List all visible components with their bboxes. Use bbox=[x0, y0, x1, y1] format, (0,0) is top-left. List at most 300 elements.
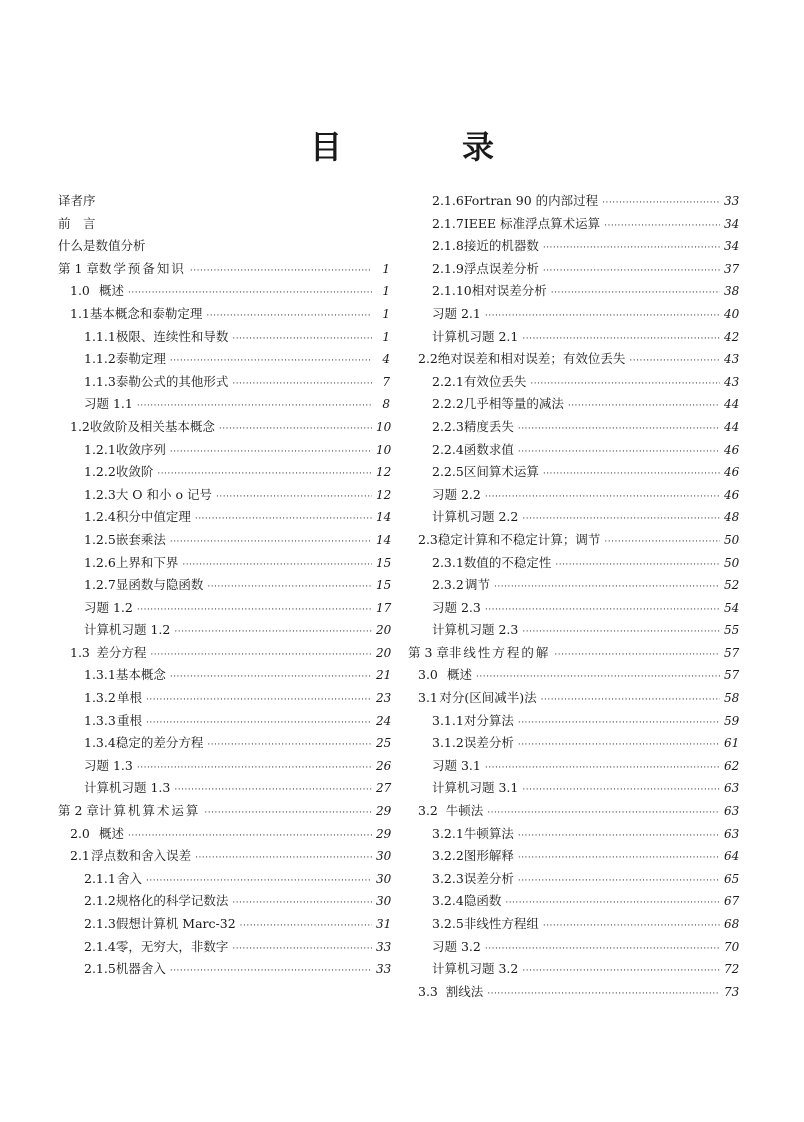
toc-entry-page: 38 bbox=[724, 284, 740, 299]
toc-entry-title: 图形解释 bbox=[463, 848, 514, 864]
toc-entry-page: 42 bbox=[724, 329, 740, 344]
dot-leader bbox=[150, 644, 372, 667]
toc-entry-page: 30 bbox=[376, 849, 392, 864]
toc-entry bbox=[408, 777, 738, 800]
dot-leader bbox=[207, 734, 372, 757]
toc-entry-number: 3.1 bbox=[418, 690, 438, 706]
dot-leader bbox=[522, 960, 720, 983]
toc-entry-number: 3.2.5 bbox=[432, 916, 464, 931]
toc-entry-page: 62 bbox=[724, 758, 740, 773]
toc-entry-page: 34 bbox=[724, 239, 740, 254]
toc-entry-title: 习题 1.1 bbox=[84, 396, 133, 412]
toc-entry-page: 33 bbox=[724, 194, 740, 208]
toc-entry-page: 26 bbox=[376, 758, 392, 773]
toc-entry bbox=[58, 664, 390, 687]
toc-entry-page: 48 bbox=[724, 510, 740, 525]
dot-leader bbox=[530, 373, 720, 396]
dot-leader bbox=[485, 599, 720, 622]
toc-entry-number: 3.0 bbox=[418, 667, 438, 683]
toc-entry-page: 54 bbox=[724, 600, 740, 615]
toc-entry bbox=[58, 280, 390, 303]
toc-entry-page: 57 bbox=[724, 645, 740, 660]
toc-entry-title: 调节 bbox=[465, 577, 491, 593]
toc-entry bbox=[408, 213, 738, 236]
toc-entry bbox=[58, 710, 390, 733]
dot-leader bbox=[232, 328, 372, 351]
dot-leader bbox=[487, 802, 720, 825]
toc-entry bbox=[408, 868, 738, 891]
toc-entry-title: 对分算法 bbox=[463, 712, 514, 728]
toc-entry-title: 习题 3.1 bbox=[432, 757, 481, 773]
toc-entry-title: 基本概念和泰勒定理 bbox=[89, 305, 203, 321]
dot-leader bbox=[518, 734, 720, 757]
toc-entry-page: 33 bbox=[376, 962, 392, 977]
toc-entry-title: 稳定的差分方程 bbox=[115, 735, 204, 751]
toc-entry-number: 3.2.1 bbox=[432, 825, 464, 841]
toc-entry bbox=[408, 280, 738, 303]
toc-entry-number: 1.3.3 bbox=[84, 712, 116, 728]
toc-entry-title: 相对误差分析 bbox=[471, 283, 547, 299]
toc-entry-page: 31 bbox=[376, 917, 392, 931]
toc-entry-number: 1.2.6 bbox=[84, 554, 116, 570]
toc-entry bbox=[58, 393, 390, 416]
toc-entry bbox=[58, 913, 390, 936]
toc-entry-title: 计算机习题 2.2 bbox=[432, 509, 519, 525]
dot-leader bbox=[541, 689, 720, 712]
toc-entry bbox=[58, 484, 390, 507]
toc-entry-title: 计算机习题 1.3 bbox=[84, 780, 171, 796]
toc-entry bbox=[408, 823, 738, 846]
toc-entry bbox=[58, 461, 390, 484]
toc-entry bbox=[58, 868, 390, 891]
toc-entry-number: 2.1.9 bbox=[432, 260, 464, 276]
toc-entry-page: 65 bbox=[724, 871, 740, 886]
dot-leader bbox=[170, 531, 372, 554]
toc-entry-page: 1 bbox=[382, 261, 390, 276]
toc-entry-number: 2.3 bbox=[418, 531, 438, 547]
toc-entry bbox=[58, 506, 390, 529]
dot-leader bbox=[232, 892, 372, 915]
toc-entry-page: 59 bbox=[724, 713, 740, 728]
dot-leader bbox=[518, 441, 720, 464]
dot-leader bbox=[206, 305, 372, 328]
dot-leader bbox=[543, 237, 720, 260]
toc-entry-number: 2.1.2 bbox=[84, 893, 116, 909]
toc-entry-title: 重根 bbox=[117, 712, 143, 728]
toc-entry-title: Fortran 90 的内部过程 bbox=[463, 193, 599, 208]
toc-entry-number: 2.1.5 bbox=[84, 961, 116, 977]
toc-entry-title: 有效位丢失 bbox=[463, 373, 527, 389]
toc-entry-title: 误差分析 bbox=[463, 735, 514, 751]
dot-leader bbox=[170, 350, 372, 373]
toc-entry-page: 4 bbox=[382, 352, 390, 367]
toc-entry-page: 44 bbox=[724, 419, 740, 434]
toc-entry-title: 割线法 bbox=[445, 983, 484, 999]
toc-entry-title: 计算机习题 2.3 bbox=[432, 622, 519, 638]
toc-entry bbox=[58, 619, 390, 642]
toc-entry-page: 12 bbox=[376, 465, 392, 480]
toc-entry-page: 46 bbox=[724, 442, 740, 457]
toc-entry bbox=[408, 800, 738, 823]
toc-entry bbox=[408, 461, 738, 484]
toc-entry-number: 1.2.7 bbox=[84, 577, 116, 593]
toc-entry-title: 机器舍入 bbox=[115, 961, 166, 977]
toc-entry-number: 1.1.2 bbox=[84, 351, 116, 367]
dot-leader bbox=[522, 328, 720, 351]
toc-entry-page: 33 bbox=[376, 939, 392, 954]
toc-entry-title: 精度丢失 bbox=[463, 418, 514, 434]
toc-entry-title: 嵌套乘法 bbox=[115, 531, 166, 547]
toc-entry bbox=[408, 416, 738, 439]
toc-entry bbox=[408, 258, 738, 281]
toc-entry-title: 绝对误差和相对误差；有效位丢失 bbox=[437, 351, 626, 367]
toc-entry-title: 非线性方程的解 bbox=[448, 644, 551, 660]
toc-entry-page: 25 bbox=[376, 736, 392, 751]
toc-entry bbox=[408, 597, 738, 620]
toc-entry bbox=[408, 845, 738, 868]
toc-entry-title: 译者序 bbox=[58, 193, 96, 208]
toc-entry-title: 习题 2.3 bbox=[432, 599, 481, 615]
toc-chapter-entry bbox=[408, 642, 738, 665]
dot-leader bbox=[195, 847, 372, 870]
toc-entry-title: 误差分析 bbox=[463, 870, 514, 886]
toc-entry-title: 极限、连续性和导数 bbox=[115, 328, 229, 344]
toc-entry bbox=[58, 371, 390, 394]
toc-entry-number: 第 2 章 bbox=[58, 803, 99, 819]
toc-entry bbox=[58, 687, 390, 710]
toc-entry-number: 1.2.3 bbox=[84, 486, 116, 502]
toc-entry-page: 7 bbox=[382, 374, 390, 389]
toc-entry-number: 3.2.4 bbox=[432, 893, 464, 909]
toc-entry-number: 2.2 bbox=[418, 351, 438, 367]
dot-leader bbox=[485, 757, 720, 780]
dot-leader bbox=[494, 576, 720, 599]
toc-entry bbox=[58, 213, 390, 236]
toc-entry-page: 8 bbox=[382, 397, 390, 412]
dot-leader bbox=[190, 260, 372, 283]
toc-entry-page: 68 bbox=[724, 917, 740, 931]
toc-entry-page: 21 bbox=[376, 668, 392, 683]
dot-leader bbox=[146, 712, 372, 735]
toc-entry bbox=[58, 552, 390, 575]
toc-entry bbox=[408, 371, 738, 394]
toc-entry bbox=[408, 484, 738, 507]
toc-entry-title: 前 言 bbox=[58, 215, 96, 231]
toc-entry-page: 63 bbox=[724, 781, 740, 796]
toc-entry-title: 牛顿法 bbox=[445, 803, 484, 819]
dot-leader bbox=[554, 644, 720, 667]
dot-leader bbox=[518, 847, 720, 870]
dot-leader bbox=[137, 599, 372, 622]
dot-leader bbox=[505, 892, 720, 915]
toc-entry-title: 习题 2.2 bbox=[432, 486, 481, 502]
toc-entry-page: 30 bbox=[376, 894, 392, 909]
toc-entry bbox=[58, 303, 390, 326]
dot-leader bbox=[604, 215, 720, 238]
toc-entry-title: 计算机习题 3.2 bbox=[432, 961, 519, 977]
toc-entry-number: 第 1 章 bbox=[58, 260, 99, 276]
dot-leader bbox=[543, 260, 720, 283]
toc-entry-page: 20 bbox=[376, 645, 392, 660]
toc-entry-page: 40 bbox=[724, 306, 740, 321]
toc-entry bbox=[58, 326, 390, 349]
toc-entry-page: 46 bbox=[724, 465, 740, 480]
dot-leader bbox=[485, 938, 720, 961]
toc-entry bbox=[408, 190, 738, 213]
toc-entry-number: 2.1.1 bbox=[84, 870, 116, 886]
toc-chapter-entry bbox=[58, 258, 390, 281]
toc-entry-page: 63 bbox=[724, 826, 740, 841]
toc-entry bbox=[408, 552, 738, 575]
dot-leader bbox=[157, 463, 372, 486]
toc-entry bbox=[408, 574, 738, 597]
toc-entry-page: 17 bbox=[376, 600, 392, 615]
page-title: 目 录 bbox=[309, 128, 538, 166]
dot-leader bbox=[174, 779, 372, 802]
dot-leader bbox=[602, 192, 720, 215]
toc-entry bbox=[58, 890, 390, 913]
toc-entry-page: 15 bbox=[376, 578, 392, 593]
dot-leader bbox=[522, 508, 720, 531]
toc-entry-number: 3.2 bbox=[418, 803, 438, 819]
dot-leader bbox=[604, 531, 720, 554]
toc-entry-title: 概述 bbox=[99, 825, 125, 841]
toc-entry bbox=[58, 845, 390, 868]
toc-entry-page: 1 bbox=[382, 329, 390, 344]
toc-entry-page: 29 bbox=[376, 826, 392, 841]
toc-entry-title: 收敛阶及相关基本概念 bbox=[89, 418, 215, 434]
toc-entry bbox=[58, 597, 390, 620]
dot-leader bbox=[170, 666, 372, 689]
toc-entry-title: 数学预备知识 bbox=[98, 260, 186, 276]
toc-entry bbox=[58, 348, 390, 371]
toc-entry-title: 牛顿算法 bbox=[463, 825, 514, 841]
toc-entry bbox=[408, 755, 738, 778]
dot-leader bbox=[522, 779, 720, 802]
toc-entry-title: 接近的机器数 bbox=[463, 238, 539, 254]
dot-leader bbox=[485, 486, 720, 509]
toc-entry-number: 1.1.3 bbox=[84, 373, 116, 389]
toc-entry bbox=[408, 439, 738, 462]
toc-entry-number: 3.1.1 bbox=[432, 712, 464, 728]
dot-leader bbox=[629, 350, 720, 373]
dot-leader bbox=[128, 282, 372, 305]
toc-entry-number: 第 3 章 bbox=[408, 644, 449, 660]
toc-entry-page: 24 bbox=[376, 713, 392, 728]
dot-leader bbox=[182, 554, 372, 577]
toc-entry bbox=[58, 642, 390, 665]
toc-entry-page: 58 bbox=[724, 691, 740, 706]
toc-entry-title: 什么是数值分析 bbox=[58, 238, 146, 254]
toc-entry bbox=[58, 958, 390, 981]
toc-entry bbox=[408, 687, 738, 710]
dot-leader bbox=[551, 282, 720, 305]
toc-entry bbox=[408, 936, 738, 959]
toc-entry-page: 27 bbox=[376, 781, 392, 796]
toc-entry bbox=[408, 710, 738, 733]
dot-leader bbox=[518, 825, 720, 848]
dot-leader bbox=[137, 757, 372, 780]
toc-entry-title: 稳定计算和不稳定计算；调节 bbox=[437, 531, 601, 547]
dot-leader bbox=[485, 305, 720, 328]
toc-entry-page: 14 bbox=[376, 510, 392, 525]
toc-entry-page: 52 bbox=[724, 578, 740, 593]
toc-entry bbox=[58, 936, 390, 959]
toc-entry bbox=[58, 823, 390, 846]
toc-entry-page: 30 bbox=[376, 871, 392, 886]
toc-entry-number: 1.3 bbox=[70, 644, 90, 660]
toc-entry-number: 2.0 bbox=[70, 825, 90, 841]
dot-leader bbox=[240, 915, 372, 938]
toc-entry bbox=[408, 393, 738, 416]
toc-entry-title: 舍入 bbox=[117, 870, 143, 886]
toc-left-column bbox=[58, 190, 390, 981]
toc-entry-number: 2.1.4 bbox=[84, 938, 116, 954]
toc-entry-number: 2.2.4 bbox=[432, 441, 464, 457]
toc-entry bbox=[58, 755, 390, 778]
toc-entry-number: 3.2.3 bbox=[432, 870, 464, 886]
toc-entry-number: 1.3.4 bbox=[84, 735, 116, 751]
toc-entry-page: 57 bbox=[724, 668, 740, 683]
toc-entry-page: 50 bbox=[724, 555, 740, 570]
dot-leader bbox=[232, 938, 372, 961]
toc-entry-number: 1.3.2 bbox=[84, 690, 116, 706]
toc-entry-page: 15 bbox=[376, 555, 392, 570]
toc-entry-number: 2.1.7 bbox=[432, 215, 464, 231]
toc-entry bbox=[58, 574, 390, 597]
toc-entry bbox=[408, 958, 738, 981]
toc-entry-title: 区间算术运算 bbox=[463, 464, 539, 480]
toc-entry-page: 10 bbox=[376, 442, 392, 457]
toc-entry-title: 对分(区间减半)法 bbox=[439, 690, 537, 706]
dot-leader bbox=[518, 870, 720, 893]
toc-entry-title: 单根 bbox=[117, 690, 143, 706]
toc-entry-page: 61 bbox=[724, 736, 740, 751]
toc-entry bbox=[408, 981, 738, 1004]
dot-leader bbox=[174, 621, 372, 644]
toc-entry-title: 计算机算术运算 bbox=[98, 803, 201, 819]
toc-entry bbox=[58, 529, 390, 552]
toc-entry-number: 2.1.8 bbox=[432, 238, 464, 254]
toc-entry-title: 收敛阶 bbox=[115, 464, 154, 480]
toc-entry-number: 3.1.2 bbox=[432, 735, 464, 751]
dot-leader bbox=[195, 508, 372, 531]
toc-entry-title: 习题 3.2 bbox=[432, 938, 481, 954]
toc-entry-page: 34 bbox=[724, 216, 740, 231]
dot-leader bbox=[555, 554, 720, 577]
toc-entry-page: 46 bbox=[724, 487, 740, 502]
toc-entry bbox=[58, 416, 390, 439]
toc-entry-page: 70 bbox=[724, 939, 740, 954]
toc-entry bbox=[408, 235, 738, 258]
toc-entry bbox=[58, 190, 390, 213]
dot-leader bbox=[170, 441, 372, 464]
dot-leader bbox=[543, 463, 720, 486]
toc-entry-number: 1.1.1 bbox=[84, 328, 116, 344]
toc-entry-title: 收敛序列 bbox=[115, 441, 166, 457]
toc-entry-page: 64 bbox=[724, 849, 740, 864]
toc-entry-page: 73 bbox=[724, 984, 740, 999]
toc-entry-number: 3.3 bbox=[418, 983, 438, 999]
toc-entry-number: 2.3.2 bbox=[432, 577, 464, 593]
toc-entry-number: 1.1 bbox=[70, 305, 90, 321]
dot-leader bbox=[146, 870, 372, 893]
toc-entry-title: 概述 bbox=[99, 283, 125, 299]
toc-entry-number: 2.2.2 bbox=[432, 396, 464, 412]
toc-entry bbox=[408, 913, 738, 936]
toc-entry-title: 显函数与隐函数 bbox=[115, 577, 204, 593]
dot-leader bbox=[543, 915, 720, 938]
toc-entry-title: 泰勒定理 bbox=[115, 351, 166, 367]
toc-entry-title: IEEE 标准浮点算术运算 bbox=[463, 215, 601, 231]
toc-entry-title: 几乎相等量的减法 bbox=[463, 396, 564, 412]
dot-leader bbox=[128, 825, 372, 848]
toc-entry bbox=[58, 732, 390, 755]
toc-entry-number: 1.2.4 bbox=[84, 509, 116, 525]
toc-entry-page: 1 bbox=[382, 284, 390, 299]
dot-leader bbox=[476, 666, 720, 689]
toc-entry bbox=[408, 348, 738, 371]
toc-entry-number: 2.1.6 bbox=[432, 193, 464, 208]
toc-entry bbox=[408, 506, 738, 529]
toc-entry-title: 计算机习题 3.1 bbox=[432, 780, 519, 796]
toc-entry-title: 积分中值定理 bbox=[115, 509, 191, 525]
dot-leader bbox=[207, 576, 372, 599]
toc-entry-title: 习题 1.2 bbox=[84, 599, 133, 615]
dot-leader bbox=[518, 418, 720, 441]
toc-entry bbox=[408, 326, 738, 349]
toc-entry-number: 1.2.2 bbox=[84, 464, 116, 480]
toc-entry-number: 2.1.10 bbox=[432, 283, 472, 299]
toc-entry-title: 习题 1.3 bbox=[84, 757, 133, 773]
toc-entry bbox=[408, 529, 738, 552]
toc-entry-title: 隐函数 bbox=[463, 893, 502, 909]
toc-entry-number: 1.3.1 bbox=[84, 667, 116, 683]
toc-entry bbox=[58, 777, 390, 800]
toc-entry-page: 44 bbox=[724, 397, 740, 412]
toc-entry-title: 假想计算机 Marc-32 bbox=[115, 916, 236, 931]
toc-entry-title: 大 O 和小 o 记号 bbox=[115, 486, 212, 502]
toc-entry bbox=[58, 235, 390, 258]
toc-entry-page: 12 bbox=[376, 487, 392, 502]
toc-entry-page: 63 bbox=[724, 804, 740, 819]
toc-entry-number: 2.1.3 bbox=[84, 916, 116, 931]
toc-entry-title: 浮点数和舍入误差 bbox=[91, 848, 192, 864]
toc-entry-page: 43 bbox=[724, 352, 740, 367]
toc-entry-page: 55 bbox=[724, 623, 740, 638]
toc-entry-page: 67 bbox=[724, 894, 740, 909]
toc-entry-title: 规格化的科学记数法 bbox=[115, 893, 229, 909]
dot-leader bbox=[170, 960, 372, 983]
toc-entry-page: 10 bbox=[376, 419, 392, 434]
toc-entry bbox=[408, 732, 738, 755]
toc-entry-page: 37 bbox=[724, 261, 740, 276]
toc-entry-title: 非线性方程组 bbox=[463, 916, 539, 931]
toc-entry-number: 2.2.1 bbox=[432, 373, 464, 389]
toc-entry-title: 概述 bbox=[447, 667, 473, 683]
toc-entry-page: 43 bbox=[724, 374, 740, 389]
toc-entry-page: 20 bbox=[376, 623, 392, 638]
dot-leader bbox=[137, 395, 372, 418]
toc-entry-page: 50 bbox=[724, 532, 740, 547]
toc-entry bbox=[408, 890, 738, 913]
dot-leader bbox=[204, 802, 372, 825]
toc-entry-number: 1.2.5 bbox=[84, 531, 116, 547]
toc-entry-title: 差分方程 bbox=[96, 644, 147, 660]
toc-entry-number: 2.2.5 bbox=[432, 464, 464, 480]
toc-entry-page: 14 bbox=[376, 532, 392, 547]
toc-entry-number: 1.0 bbox=[70, 283, 90, 299]
